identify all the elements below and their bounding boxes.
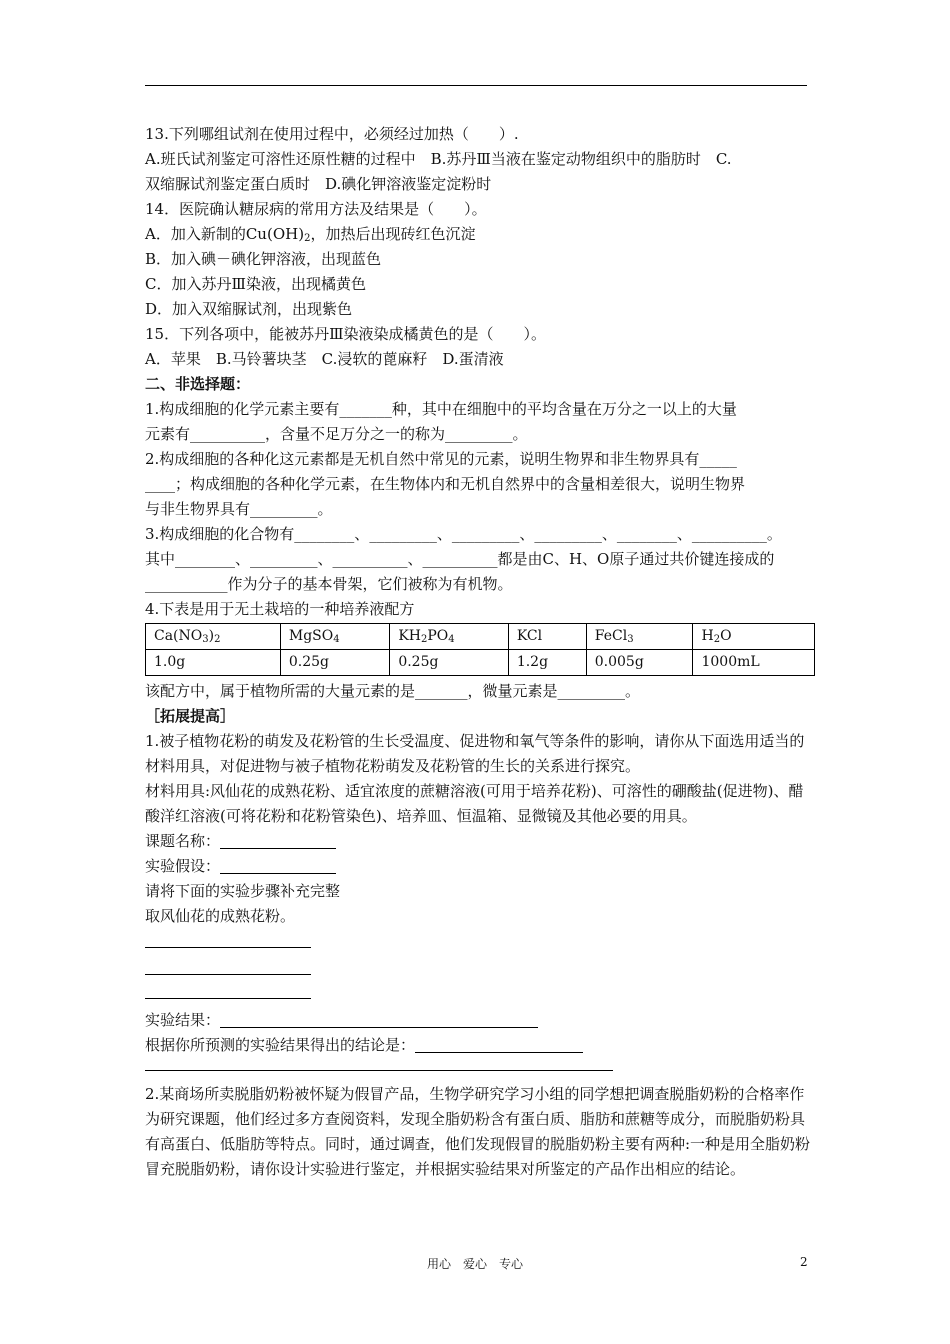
s2-p1-line2: 元素有__________，含量不足万分之一的称为_________。 <box>145 425 528 443</box>
section2-heading: 二、非选择题： <box>145 375 251 393</box>
s2-p2-line2: ____；构成细胞的各种化学元素，在生物体内和无机自然界中的含量相差很大，说明生物界 <box>145 475 746 493</box>
s2-p2-line1: 2.构成细胞的各种化这元素都是无机自然中常见的元素，说明生物界和非生物界具有_____ <box>145 450 737 468</box>
s2-p3-line3: ___________作为分子的基本骨架，它们被称为有机物。 <box>145 575 513 593</box>
table-cell: 1.0g <box>146 650 281 676</box>
q14-option-a <box>145 222 815 247</box>
q14-option-d: D．加入双缩脲试剂，出现紫色 <box>145 300 353 318</box>
conclusion-label: 根据你所预测的实验结果得出的结论是： <box>145 1036 416 1054</box>
s2-p3-line1: 3.构成细胞的化合物有________、_________、_________、_________、________、__________。 <box>145 525 782 543</box>
steps-prompt: 请将下面的实验步骤补充完整 <box>145 882 341 900</box>
ext2-paragraph: 2.某商场所卖脱脂奶粉被怀疑为假冒产品，生物学研究学习小组的同学想把调查脱脂奶粉的合格率作为研究课题，他们经过多方查阅资料，发现全脂奶粉含有蛋白质、脂肪和蔗糖等成分，而脱脂奶粉具有高蛋白、低脂肪等特点。同时，通过调查，他们发现假冒的脱脂奶粉主要有两种:一种是用全脂奶粉冒充脱脂奶粉，请你设计实验进行鉴定，并根据实验结果对所鉴定的产品作出相应的结论。 <box>145 1085 811 1178</box>
q14-option-a-subscript: 2 <box>304 233 311 244</box>
result-row <box>145 1008 815 1033</box>
nutrient-solution-table <box>145 623 815 676</box>
topic-blank <box>220 833 336 849</box>
q14-stem: 14．医院确认糖尿病的常用方法及结果是（ ）。 <box>145 200 487 218</box>
table-cell: 1.2g <box>508 650 586 676</box>
q14-option-a-text: A．加入新制的Cu(OH) <box>145 225 305 243</box>
extension-heading: ［拓展提高］ <box>145 707 236 725</box>
table-header-cell: $Ca(NO_3)_2$ <box>146 624 281 650</box>
header-rule <box>145 85 807 86</box>
q13-stem: 13.下列哪组试剂在使用过程中，必须经过加热（ ）. <box>145 125 519 143</box>
table-cell: 1000mL <box>693 650 815 676</box>
hypothesis-label: 实验假设： <box>145 857 221 875</box>
page-content <box>145 122 815 1182</box>
q13-options-line1: A.班氏试剂鉴定可溶性还原性糖的过程中 B.苏丹Ⅲ当液在鉴定动物组织中的脂肪时 C. <box>145 150 732 168</box>
table-cell: 0.25g <box>280 650 389 676</box>
table-header-cell: $KH_2PO_4$ <box>390 624 508 650</box>
conclusion-row <box>145 1033 815 1058</box>
q14-option-a-rest: ，加热后出现砖红色沉淀 <box>310 225 476 243</box>
ext1-paragraph: 1.被子植物花粉的萌发及花粉管的生长受温度、促进物和氧气等条件的影响，请你从下面选用适当的材料用具，对促进物与被子植物花粉萌发及花粉管的生长的关系进行探究。 <box>145 732 805 775</box>
table-header-cell: MgSO$_4$ <box>280 624 389 650</box>
s2-p1-line1: 1.构成细胞的化学元素主要有_______种，其中在细胞中的平均含量在万分之一以上的大量 <box>145 400 737 418</box>
q13-options-line2: 双缩脲试剂鉴定蛋白质时 D.碘化钾溶液鉴定淀粉时 <box>145 175 492 193</box>
step-blank-row <box>145 929 815 957</box>
table-cell: 0.25g <box>390 650 508 676</box>
step-blank <box>145 947 311 948</box>
q15-stem: 15．下列各项中，能被苏丹Ⅲ染液染成橘黄色的是（ ）。 <box>145 325 547 343</box>
s2-p2-line3: 与非生物界具有_________。 <box>145 500 333 518</box>
q15-options: A．苹果 B.马铃薯块茎 C.浸软的蓖麻籽 D.蛋清液 <box>145 350 504 368</box>
table-row <box>146 650 815 676</box>
conclusion-blank-2 <box>145 1070 613 1071</box>
topic-row <box>145 829 815 854</box>
table-header-cell: $H_2O$ <box>693 624 815 650</box>
s2-p4-after: 该配方中，属于植物所需的大量元素的是_______，微量元素是_________。 <box>145 682 641 700</box>
table-cell: 0.005g <box>586 650 693 676</box>
conclusion-blank <box>415 1037 583 1053</box>
hypothesis-blank <box>220 858 336 874</box>
step-blank <box>145 998 311 999</box>
q14-option-b: B．加入碘－碘化钾溶液，出现蓝色 <box>145 250 382 268</box>
conclusion-blank-row <box>145 1058 815 1082</box>
step1: 取风仙花的成熟花粉。 <box>145 907 296 925</box>
table-header-cell: FeCl$_3$ <box>586 624 693 650</box>
result-label: 实验结果： <box>145 1011 221 1029</box>
s2-p4-intro: 4.下表是用于无土栽培的一种培养液配方 <box>145 600 415 618</box>
table-header-cell: KCl <box>508 624 586 650</box>
q14-option-c: C．加入苏丹Ⅲ染液，出现橘黄色 <box>145 275 366 293</box>
page-number: 2 <box>800 1255 808 1269</box>
footer-motto: 用心 爱心 专心 <box>426 1257 523 1271</box>
table-header-row <box>146 624 815 650</box>
step-blank-row <box>145 982 815 1008</box>
result-blank <box>220 1012 538 1028</box>
s2-p3-line2: 其中________、_________、__________、__________都是由C、H、O原子通过共价键连接成的 <box>145 550 775 568</box>
step-blank <box>145 974 311 975</box>
topic-label: 课题名称： <box>145 832 221 850</box>
step-blank-row <box>145 957 815 982</box>
hypothesis-row <box>145 854 815 879</box>
ext1-materials: 材料用具:风仙花的成熟花粉、适宜浓度的蔗糖溶液(可用于培养花粉)、可溶性的硼酸盐(促进物)、醋酸洋红溶液(可将花粉和花粉管染色)、培养皿、恒温箱、显微镜及其他必要的用具。 <box>145 782 804 825</box>
